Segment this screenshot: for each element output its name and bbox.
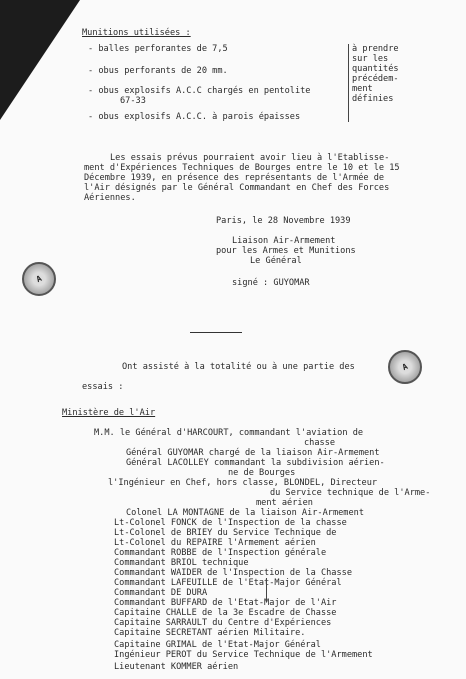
place-date: Paris, le 28 Novembre 1939: [216, 216, 351, 226]
munitions-note: quantités: [352, 64, 399, 74]
attendee-line: chasse: [304, 438, 336, 448]
attendee-line: Capitaine GRIMAL de l'Etat-Major Général: [114, 640, 321, 650]
paragraph-line: l'Air désignés par le Général Commandant en Chef des Forces: [84, 183, 390, 193]
attendee-line: du Service technique de l'Arme-: [270, 488, 431, 498]
signed-by: signé : GUYOMAR: [232, 278, 310, 288]
attendee-line: Commandant DE DURA: [114, 588, 208, 598]
attendee-line: Commandant BRIOL technique: [114, 558, 249, 568]
attendee-line: ne de Bourges: [228, 468, 296, 478]
attendee-line: Lt-Colonel FONCK de l'Inspection de la chasse: [114, 518, 347, 528]
attendee-line: Capitaine SECRETANT aérien Militaire.: [114, 628, 306, 638]
paragraph-line: Aériennes.: [84, 193, 136, 203]
attendees-brace: [262, 578, 267, 602]
separator-rule: [190, 332, 242, 333]
munitions-note: à prendre: [352, 44, 399, 54]
signature-line: pour les Armes et Munitions: [216, 246, 356, 256]
attendee-line: Ingénieur PEROT du Service Technique de l'Armement: [114, 650, 373, 660]
ministry-heading: Ministère de l'Air: [62, 408, 156, 418]
munition-item: - obus explosifs A.C.C. à parois épaisses: [88, 112, 301, 122]
signature-line: Le Général: [250, 256, 302, 266]
paragraph-line: ment d'Expériences Techniques de Bourges entre le 10 et le 15: [84, 163, 400, 173]
attendee-line: Lieutenant KOMMER aérien: [114, 662, 239, 672]
archive-stamp: A: [388, 350, 422, 384]
archive-stamp: A: [22, 262, 56, 296]
attendee-line: M.M. le Général d'HARCOURT, commandant l'aviation de: [94, 428, 364, 438]
munitions-heading: Munitions utilisées :: [82, 28, 191, 38]
signature-line: Liaison Air-Armement: [232, 236, 336, 246]
attendee-line: Commandant BUFFARD de l'Etat-Major de l'Air: [114, 598, 337, 608]
paragraph-line: Décembre 1939, en présence des représentants de l'Armée de: [84, 173, 385, 183]
munition-item: - obus explosifs A.C.C chargés en pentolite: [88, 86, 311, 96]
attendee-line: ment aérien: [256, 498, 313, 508]
paragraph-line: Les essais prévus pourraient avoir lieu à l'Etablisse-: [110, 153, 390, 163]
attendee-line: Commandant ROBBE de l'Inspection générale: [114, 548, 327, 558]
attendee-line: l'Ingénieur en Chef, hors classe, BLONDEL, Directeur: [108, 478, 378, 488]
munitions-brace: [342, 44, 349, 122]
attendee-line: Capitaine CHALLE de la 3e Escadre de Chasse: [114, 608, 337, 618]
munition-item: 67-33: [120, 96, 146, 106]
attendee-line: Général LACOLLEY commandant la subdivision aérien-: [126, 458, 385, 468]
munition-item: - obus perforants de 20 mm.: [88, 66, 228, 76]
attendee-line: Lt-Colonel de BRIEY du Service Technique de: [114, 528, 337, 538]
attendance-line: Ont assisté à la totalité ou à une partie des: [122, 362, 355, 372]
munition-item: - balles perforantes de 7,5: [88, 44, 228, 54]
munitions-note: ment: [352, 84, 373, 94]
munitions-note: précédem-: [352, 74, 399, 84]
scan-shadow-corner: [0, 0, 80, 120]
attendee-line: Colonel LA MONTAGNE de la liaison Air-Armement: [126, 508, 364, 518]
attendee-line: Lt-Colonel du REPAIRE l'Armement aérien: [114, 538, 316, 548]
attendee-line: Général GUYOMAR chargé de la liaison Air-Armement: [126, 448, 380, 458]
attendance-line: essais :: [82, 382, 124, 392]
munitions-note: définies: [352, 94, 394, 104]
attendee-line: Commandant WAIDER de l'Inspection de la Chasse: [114, 568, 352, 578]
attendee-line: Commandant LAFEUILLE de l'Etat-Major Général: [114, 578, 342, 588]
attendee-line: Capitaine SARRAULT du Centre d'Expériences: [114, 618, 332, 628]
munitions-note: sur les: [352, 54, 389, 64]
